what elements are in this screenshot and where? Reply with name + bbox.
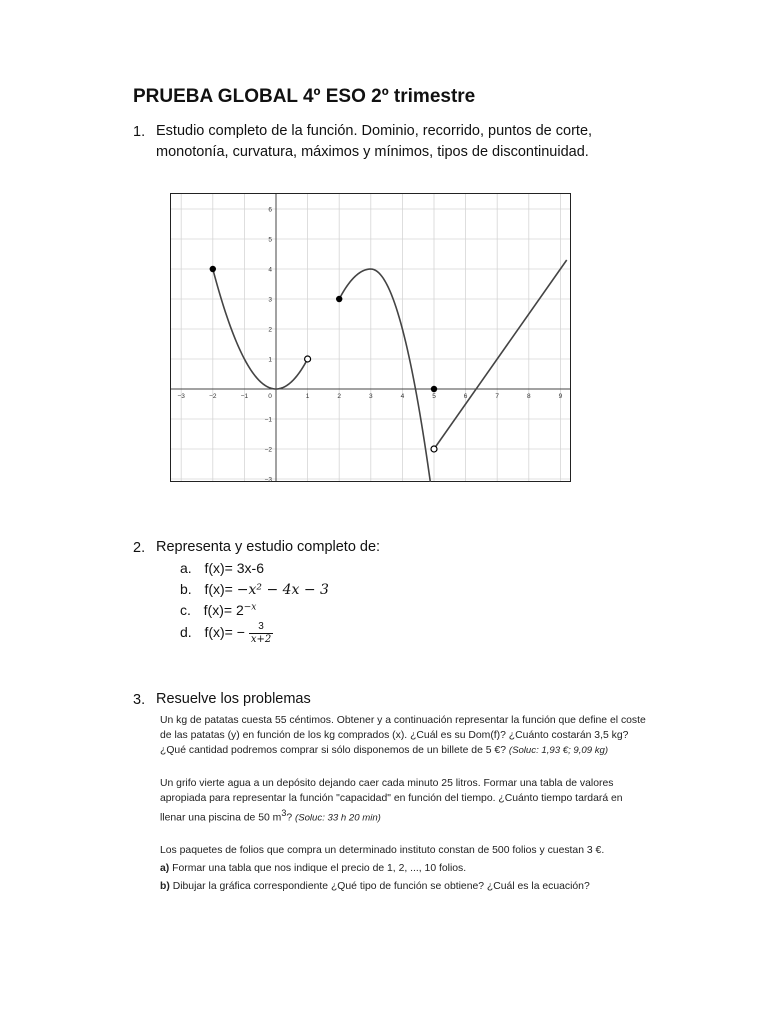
problem-1-line2: de las patatas (y) en función de los kg comprados (x). ¿Cuál es su Dom(f)? ¿Cuánto costarán 3,5 kg? [160, 730, 629, 741]
q2-item-b-prefix: f(x)= [204, 581, 237, 597]
q2-item-c-prefix: f(x)= [203, 602, 236, 618]
q1-line2: monotonía, curvatura, máximos y mínimos, tipos de discontinuidad. [156, 144, 589, 160]
problem-2-line2: apropiada para representar la función "capacidad" en función del tiempo. ¿Cuánto tiempo tardará en [160, 793, 623, 804]
q1-line1: Estudio completo de la función. Dominio, recorrido, puntos de corte, [156, 123, 593, 139]
function-graph [170, 193, 571, 482]
parabola-end-point [305, 356, 311, 362]
x-tick-label: −1 [240, 393, 249, 400]
y-tick-label: −3 [264, 476, 272, 482]
q2-item-d-sign: − [236, 624, 245, 641]
q2-item-d-den: x+2 [250, 634, 272, 645]
q2-item-b [180, 581, 329, 598]
page-title: PRUEBA GLOBAL 4º ESO 2º trimestre [133, 86, 476, 107]
problem-2-line1: Un grifo vierte agua a un depósito dejando caer cada minuto 25 litros. Formar una tabla de valores [160, 778, 614, 789]
problem-3-a-label: a) [160, 863, 170, 874]
q3-number: 3. [133, 692, 146, 708]
y-tick-label: 6 [268, 206, 272, 214]
q2-item-c-exp: −x [243, 602, 257, 613]
q2-item-a [180, 560, 264, 576]
parabola-start-point [210, 266, 216, 272]
q2-item-d-fraction [249, 621, 273, 646]
problem-2-solution: (Soluc: 33 h 20 min) [295, 812, 381, 824]
problem-2-sup: 3 [281, 808, 287, 818]
y-tick-label: −1 [264, 416, 272, 424]
line-start-point [431, 446, 437, 452]
q2-item-a-prefix: f(x)= [204, 560, 237, 576]
problem-3-b-text: Dibujar la gráfica correspondiente ¿Qué tipo de función se obtiene? ¿Cuál es la ecuación? [172, 881, 590, 892]
q2-item-c-base: 2 [235, 602, 244, 618]
x-tick-label: 0 [268, 393, 272, 400]
q2-item-d [180, 621, 273, 646]
q2-item-c [180, 602, 256, 618]
x-tick-label: 1 [305, 393, 310, 400]
x-tick-label: 4 [400, 393, 405, 400]
x-tick-label: 3 [368, 393, 373, 400]
arch-end-point [431, 386, 437, 392]
q2-item-a-expr: 3x-6 [236, 560, 264, 576]
q2-intro: Representa y estudio completo de: [156, 539, 381, 555]
problem-2 [160, 776, 700, 825]
arch-start-point [336, 296, 342, 302]
q2-item-c-letter: c. [180, 602, 191, 618]
y-tick-label: 5 [268, 236, 272, 244]
problem-2-line3: llenar una piscina de 50 m [160, 812, 282, 824]
x-tick-label: 8 [526, 393, 531, 400]
problem-3-line1: Los paquetes de folios que compra un determinado instituto constan de 500 folios y cuestan 3 €. [160, 845, 605, 856]
q2-item-d-num: 3 [249, 621, 273, 634]
x-tick-label: −2 [209, 393, 217, 400]
x-tick-label: 5 [432, 393, 436, 400]
y-tick-label: 4 [268, 266, 272, 274]
q2-number: 2. [133, 540, 146, 556]
problem-3-a-text: Formar una tabla que nos indique el precio de 1, 2, ..., 10 folios. [172, 863, 467, 874]
x-tick-label: 7 [495, 393, 500, 400]
q1-text [156, 121, 716, 163]
x-tick-label: 2 [337, 393, 342, 400]
problem-1 [160, 713, 700, 758]
problem-1-solution: (Soluc: 1,93 €; 9,09 kg) [508, 745, 609, 756]
x-tick-label: 6 [463, 393, 468, 400]
problem-1-line1: Un kg de patatas cuesta 55 céntimos. Obtener y a continuación representar la función que define el coste [160, 715, 646, 726]
problem-2-line3-end: ? [286, 812, 293, 824]
y-tick-label: 1 [268, 356, 272, 364]
problem-3 [160, 843, 700, 894]
q3-intro: Resuelve los problemas [156, 691, 311, 707]
problem-3-b-label: b) [160, 881, 170, 892]
q2-item-d-prefix: f(x)= [204, 624, 237, 641]
x-tick-label: −3 [177, 393, 185, 400]
x-tick-label: 9 [558, 393, 563, 400]
q2-item-b-letter: b. [180, 581, 192, 597]
y-tick-label: 2 [268, 326, 272, 334]
q2-item-b-expr: −x² − 4x − 3 [236, 582, 329, 598]
q2-item-a-letter: a. [180, 560, 192, 576]
q2-item-d-letter: d. [180, 624, 192, 641]
q1-number: 1. [133, 124, 146, 140]
y-tick-label: −2 [264, 446, 272, 454]
y-tick-label: 3 [268, 296, 272, 304]
problem-1-line3: ¿Qué cantidad podremos comprar si sólo disponemos de un billete de 5 €? [160, 745, 506, 756]
